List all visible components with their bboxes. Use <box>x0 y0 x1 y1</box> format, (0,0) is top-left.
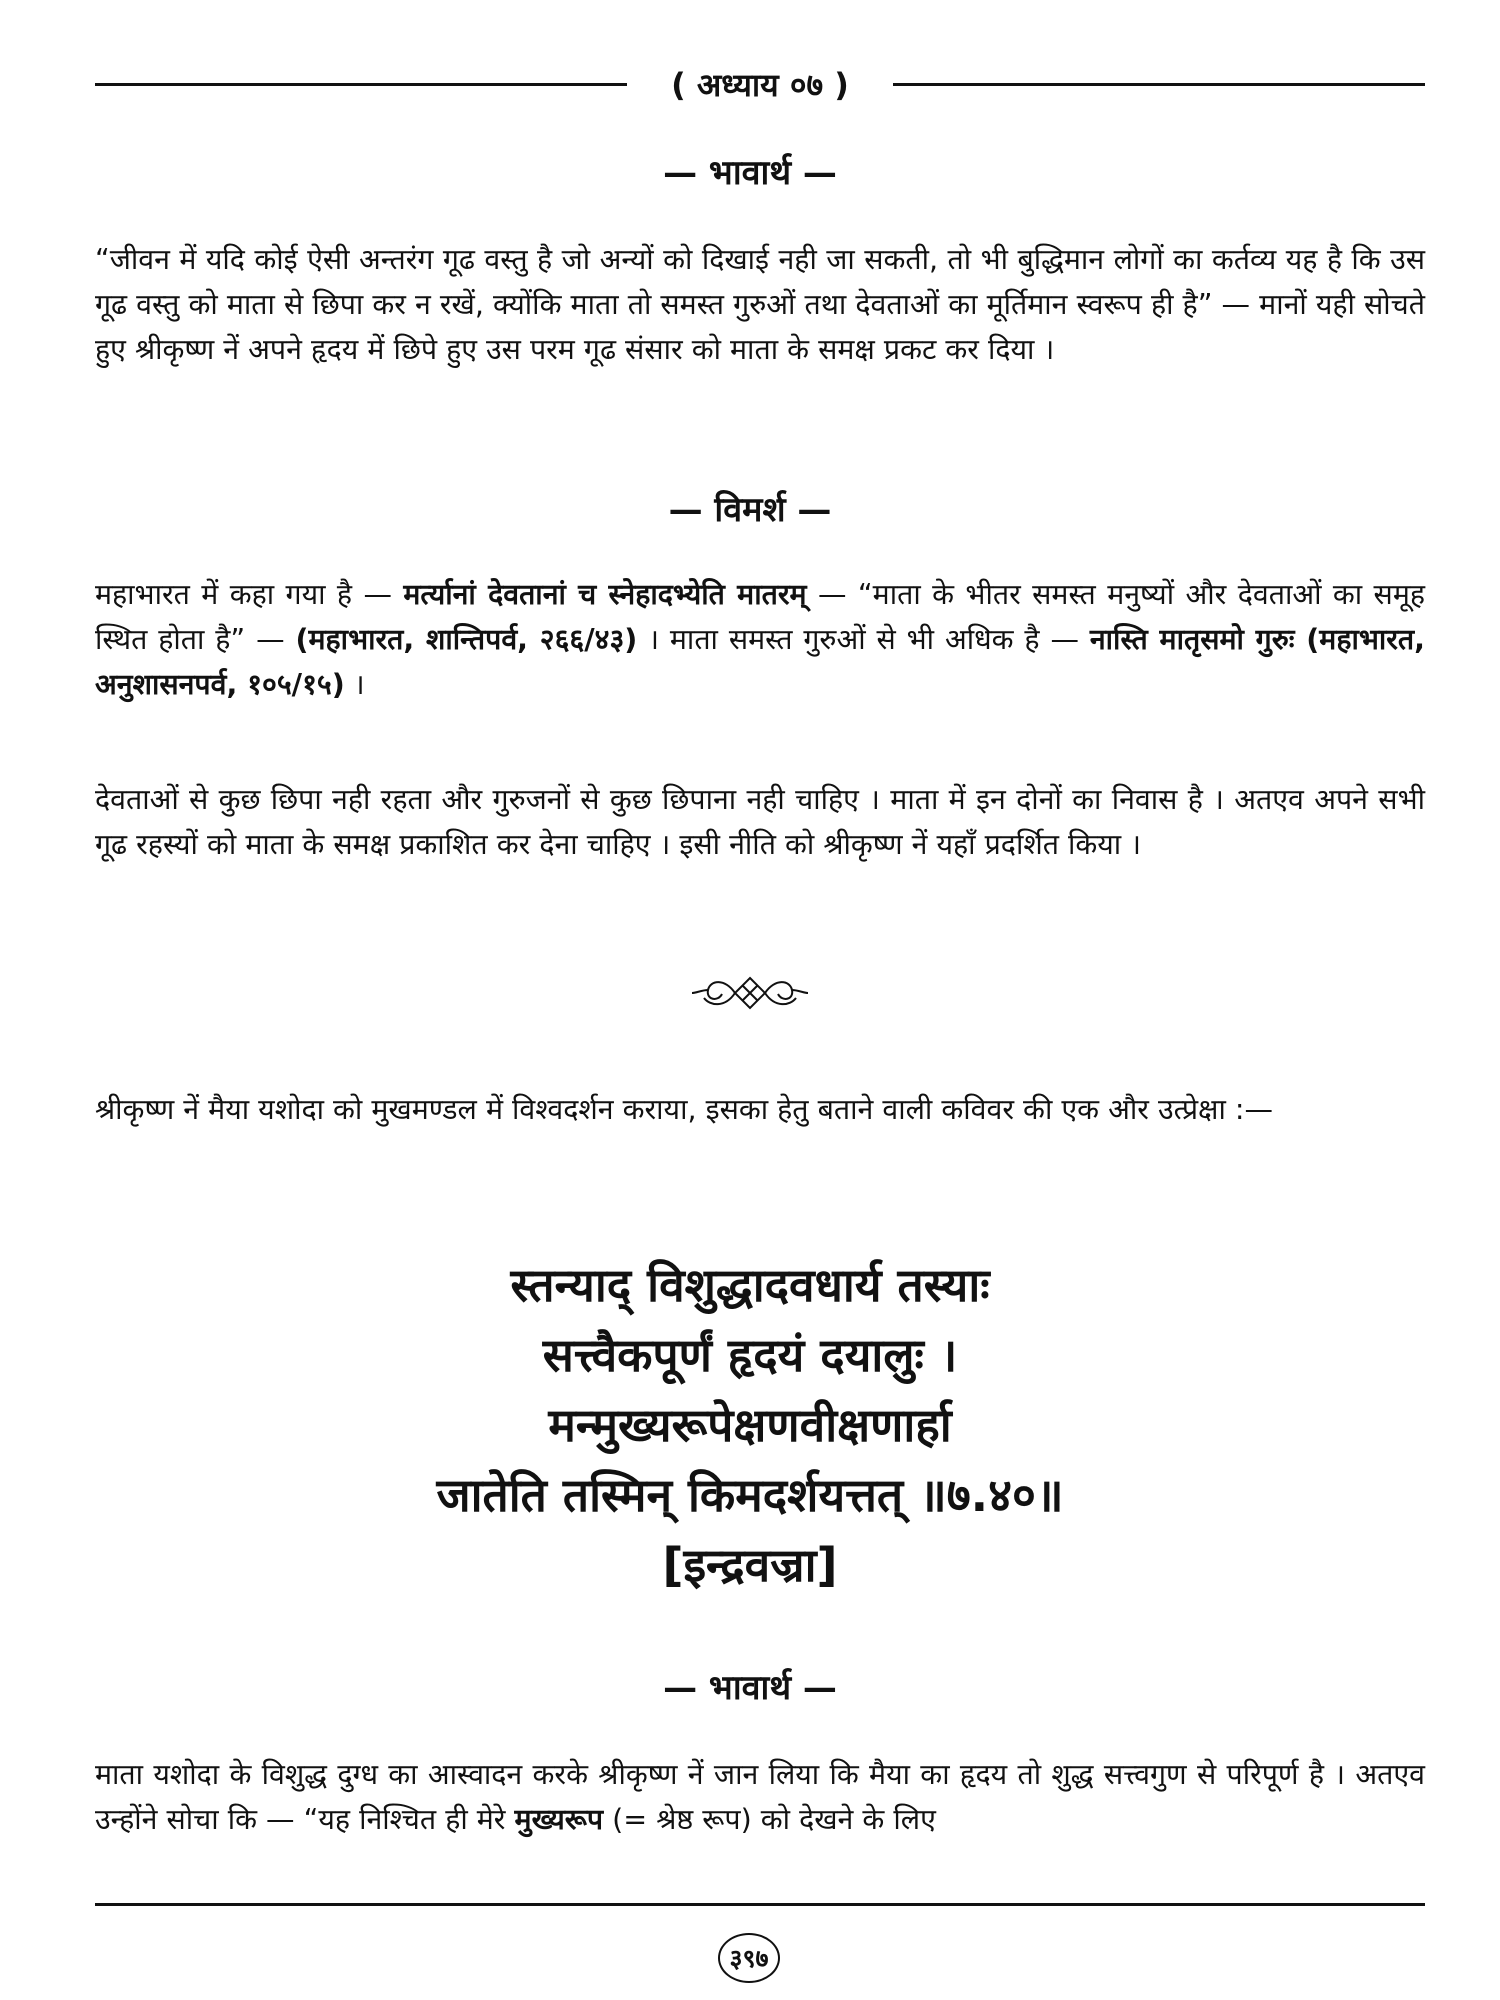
bhavarth-text-2: माता यशोदा के विशुद्ध दुग्ध का आस्वादन करके श्रीकृष्ण नें जान लिया कि मैया का हृदय तो शुद्ध सत्त्वगुण से परिपूर्ण है । अतएव उन्होंने सोचा कि — “यह निश्चित ही मेरे मुख्यरूप (= श्रेष्ठ रूप) को देखने के लिए <box>95 1758 1425 1836</box>
footer-rule <box>95 1903 1425 1906</box>
verse-line-4: जातेति तस्मिन् किमदर्शयत्तत् ॥७.४०॥ <box>436 1468 1064 1522</box>
verse-line-3: मन्मुख्यरूपेक्षणवीक्षणार्हा <box>548 1398 952 1452</box>
page-number: ३९७ <box>718 1933 780 1983</box>
bhavarth-paragraph-2 <box>95 1752 1425 1842</box>
heading-bhavarth-2: — भावार्थ — <box>663 1668 837 1708</box>
term-mukhyarup: मुख्यरूप <box>514 1803 604 1836</box>
header-rule-left <box>95 83 627 86</box>
sanskrit-verse <box>0 1250 1500 1600</box>
verse-line-1: स्तन्याद् विशुद्धादवधार्य तस्याः <box>510 1258 990 1312</box>
header-rule-right <box>893 83 1425 86</box>
verse-line-2: सत्त्वैकपूर्णं हृदयं दयालुः । <box>542 1328 958 1382</box>
ornament-divider-icon <box>690 968 810 1018</box>
vimarsh-paragraph-2 <box>95 777 1425 867</box>
bhavarth-text-1: “जीवन में यदि कोई ऐसी अन्तरंग गूढ वस्तु है जो अन्यों को दिखाई नही जा सकती, तो भी बुद्धिमान लोगों का कर्तव्य यह है कि उस गूढ वस्तु को माता से छिपा कर न रखें, क्योंकि माता तो समस्त गुरुओं तथा देवताओं का मूर्तिमान स्वरूप ही है” — मानों यही सोचते हुए श्रीकृष्ण नें अपने हृदय में छिपे हुए उस परम गूढ संसार को माता के समक्ष प्रकट कर दिया । <box>95 243 1425 366</box>
citation-shantiparva: (महाभारत, शान्तिपर्व, २६६/४३) <box>295 623 638 656</box>
bhavarth-paragraph-1 <box>95 237 1425 372</box>
heading-bhavarth-1: — भावार्थ — <box>663 153 837 193</box>
chapter-header <box>95 62 1425 106</box>
vimarsh-text-2: देवताओं से कुछ छिपा नही रहता और गुरुजनों से कुछ छिपाना नही चाहिए । माता में इन दोनों का निवास है । अतएव अपने सभी गूढ रहस्यों को माता के समक्ष प्रकाशित कर देना चाहिए । इसी नीति को श्रीकृष्ण नें यहाँ प्रदर्शित किया । <box>95 783 1425 861</box>
vimarsh-paragraph-1 <box>95 572 1425 707</box>
quote-sanskrit: मर्त्यानां देवतानां च स्नेहादभ्येति मातरम् <box>403 578 807 611</box>
quote-anushasanparva: नास्ति मातृसमो गुरुः (महाभारत, अनुशासनपर्व, १०५/१५) <box>95 623 1425 701</box>
verse-meter: [इन्द्रवज्रा] <box>662 1538 838 1592</box>
intro-paragraph <box>95 1087 1425 1132</box>
vimarsh-text-1: महाभारत में कहा गया है — मर्त्यानां देवतानां च स्नेहादभ्येति मातरम् — “माता के भीतर समस्त मनुष्यों और देवताओं का समूह स्थित होता है” — (महाभारत, शान्तिपर्व, २६६/४३) । माता समस्त गुरुओं से भी अधिक है — नास्ति मातृसमो गुरुः (महाभारत, अनुशासनपर्व, १०५/१५) । <box>95 578 1425 701</box>
heading-vimarsh: — विमर्श — <box>668 490 832 530</box>
intro-text: श्रीकृष्ण नें मैया यशोदा को मुखमण्डल में विश्वदर्शन कराया, इसका हेतु बताने वाली कविवर की एक और उत्प्रेक्षा :— <box>95 1093 1274 1126</box>
chapter-title: ( अध्याय ०७ ) <box>671 65 849 104</box>
